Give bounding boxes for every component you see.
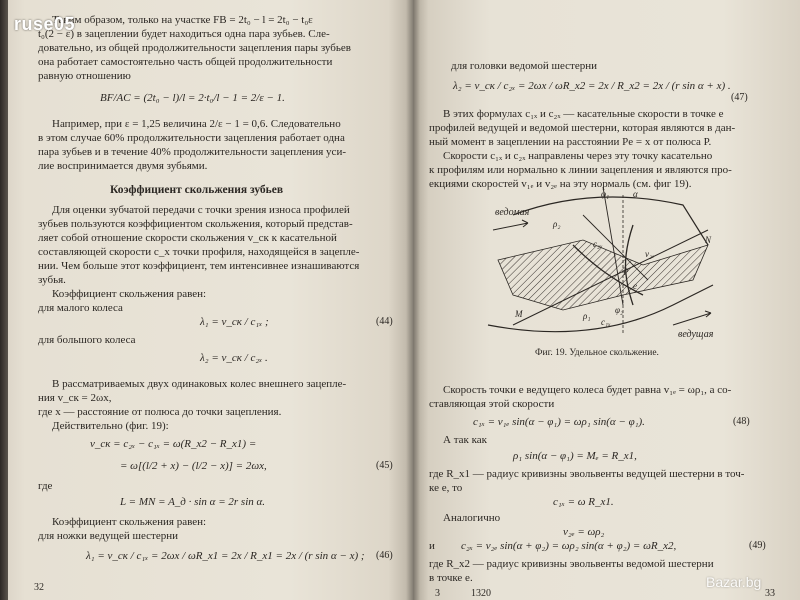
equation: λ₁ = v_ск / c₁ₓ ;	[200, 316, 269, 328]
text-line: А так как	[443, 434, 488, 446]
equation-number: (48)	[733, 416, 750, 427]
figure-caption: Фиг. 19. Удельное скольжение.	[535, 348, 659, 358]
signature-mark: 3	[435, 588, 440, 599]
text-line: Для оценки зубчатой передачи с точки зрения износа профилей	[52, 204, 350, 216]
equation: L = MN = A_д · sin α = 2r sin α.	[120, 496, 266, 508]
text-line: где	[38, 480, 53, 492]
text-line: Скорости c₁ₓ и c₂ₓ направлены через эту точку касательно	[443, 150, 713, 162]
section-heading: Коэффициент скольжения зубьев	[110, 184, 284, 196]
page-number: 32	[34, 582, 44, 593]
text-line: ке e, то	[429, 482, 463, 494]
figure-label: c₁ₓ	[601, 317, 611, 327]
text-line: Скорость точки e ведущего колеса будет равна v₁ₑ = ωρ₁, а со-	[443, 384, 732, 396]
text-line: зубья.	[38, 274, 66, 286]
figure-label: ρ₂	[553, 219, 561, 229]
text-line: составляющей скорости c_x точки профиля, находящейся в зацепле-	[38, 246, 360, 258]
text-line: довательно, из общей продолжительности зацепления пары зубьев	[38, 42, 351, 54]
text-line: ставляющая этой скорости	[429, 398, 555, 410]
text-line: пара зубьев и в течение 40% продолжительности зацепления уси-	[38, 146, 346, 158]
figure-label: e	[633, 281, 637, 291]
figure-label: φ₂	[615, 305, 624, 315]
figure-label: v₂ₑ	[645, 249, 655, 259]
figure-label: N	[705, 235, 712, 245]
equation-number: (47)	[731, 92, 748, 103]
text-line: лие воспринимается двумя зубьями.	[38, 160, 208, 172]
text-line: и	[429, 540, 435, 552]
figure-label-driven: ведомая	[495, 207, 530, 218]
text-line: к профилям или нормально к линии зацепления и являются про-	[429, 164, 732, 176]
equation: λ₂ = v_ск / c₂ₓ .	[200, 352, 268, 364]
right-page	[413, 0, 800, 600]
text-line: в этом случае 60% продолжительности зацепления работает одна	[38, 132, 345, 144]
equation: ρ₁ sin(α − φ₁) = Mₑ = R_x1,	[513, 450, 637, 462]
figure-label: α	[633, 189, 638, 199]
text-line: Действительно (фиг. 19):	[52, 420, 169, 432]
figure-19-diagram	[473, 185, 743, 345]
text-line: Аналогично	[443, 512, 501, 524]
page-number: 33	[765, 588, 775, 599]
figure-label: c₂ₓ	[593, 239, 603, 249]
text-line: Таким образом, только на участке FB = 2t₀ − l = 2t₀ − t₀ε	[52, 14, 313, 26]
text-line: В рассматриваемых двух одинаковых колес внешнего зацепле-	[52, 378, 347, 390]
figure-label: φ₁	[601, 189, 610, 199]
equation-number: (45)	[376, 460, 393, 471]
text-line: ляет собой отношение скорости скольжения v_ск к касательной	[38, 232, 337, 244]
figure-label-driving: ведущая	[678, 329, 714, 340]
equation-number: (49)	[749, 540, 766, 551]
text-line: t₀(2 − ε) в зацеплении будет находиться одна пара зубьев. Сле-	[38, 28, 330, 40]
text-line: ния v_ск = 2ωx,	[38, 392, 112, 404]
book-cover-edge	[0, 0, 8, 600]
text-line: в точке e.	[429, 572, 473, 584]
text-line: нии. Чем больше этот коэффициент, тем интенсивнее изнашиваются	[38, 260, 360, 272]
equation: λ₂ = v_ск / c₂ₓ = 2ωx / ωR_x2 = 2x / R_x2 = 2x / (r sin α + x) .	[453, 80, 731, 92]
book-gutter	[406, 0, 420, 600]
equation-number: (44)	[376, 316, 393, 327]
print-code: 1320	[471, 588, 491, 599]
site-logo: Bazar.bg	[706, 574, 762, 590]
text-line: где R_x2 — радиус кривизны эвольвенты ведомой шестерни	[429, 558, 714, 570]
equation: c₁ₓ = ω R_x1.	[553, 496, 614, 508]
driven-gear-outline	[513, 197, 708, 245]
equation: λ₁ = v_ск / c₁ₓ = 2ωx / ωR_x1 = 2x / R_x1 = 2x / (r sin α − x) ;	[86, 550, 365, 562]
text-line: для большого колеса	[38, 334, 136, 346]
equation: c₂ₓ = v₂ₑ sin(α + φ₂) = ωρ₂ sin(α + φ₂) = ωR_x2,	[461, 540, 677, 552]
text-line: профилей ведущей и ведомой шестерни, которая являются в дан-	[429, 122, 736, 134]
text-line: зубьев пользуются коэффициентом скольжения, который представ-	[38, 218, 353, 230]
text-line: где x — расстояние от полюса до точки зацепления.	[38, 406, 282, 418]
text-line: ный момент в зацеплении на расстоянии Pe = x от полюса P.	[429, 136, 712, 148]
rotation-arrow-icon	[493, 220, 528, 230]
equation: c₁ₓ = v₁ₑ sin(α − φ₁) = ωρ₁ sin(α − φ₁).	[473, 416, 645, 428]
watermark: ruse05	[14, 14, 76, 34]
text-line: где R_x1 — радиус кривизны эвольвенты ведущей шестерни в точ-	[429, 468, 745, 480]
figure-label: ρ₁	[583, 311, 591, 321]
sliding-region	[498, 240, 708, 310]
figure-label: M	[515, 309, 523, 319]
text-line: екциями скоростей v₁ₑ и v₂ₑ на эту нормаль (см. фиг 19).	[429, 178, 692, 190]
rotation-arrow-icon	[673, 311, 711, 325]
equation-number: (46)	[376, 550, 393, 561]
equation: v₂ₑ = ωρ₂	[563, 526, 605, 538]
text-line: Коэффициент скольжения равен:	[52, 288, 207, 300]
text-line: для малого колеса	[38, 302, 123, 314]
equation: BF/AC = (2t₀ − l)/l = 2·t₀/l − 1 = 2/ε − 1.	[100, 92, 285, 104]
text-line: она работает самостоятельно часть общей продолжительности	[38, 56, 333, 68]
text-line: В этих формулах c₁ₓ и c₂ₓ — касательные скорости в точке e	[443, 108, 724, 120]
text-line: для головки ведомой шестерни	[451, 60, 597, 72]
text-line: для ножки ведущей шестерни	[38, 530, 179, 542]
text-line: равную отношению	[38, 70, 131, 82]
figure-label: P	[623, 267, 629, 277]
equation: v_ск = c₂ₓ − c₁ₓ = ω(R_x2 − R_x1) =	[90, 438, 257, 450]
text-line: Коэффициент скольжения равен:	[52, 516, 207, 528]
text-line: Например, при ε = 1,25 величина 2/ε − 1 = 0,6. Следовательно	[52, 118, 341, 130]
equation: = ω[(l/2 + x) − (l/2 − x)] = 2ωx,	[120, 460, 267, 472]
